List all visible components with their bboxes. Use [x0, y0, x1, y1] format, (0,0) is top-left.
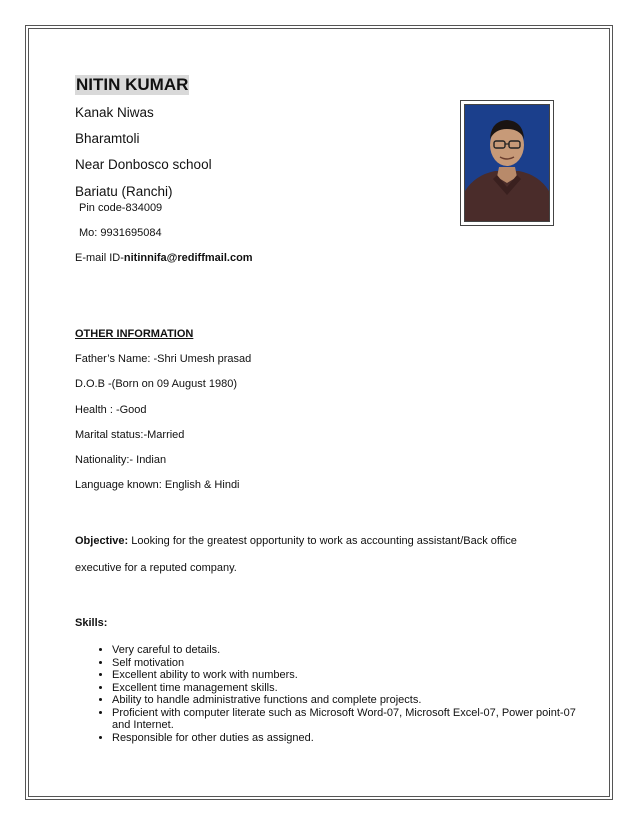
info-marital-status: Marital status:-Married	[75, 429, 185, 441]
other-information-heading: OTHER INFORMATION	[75, 328, 194, 340]
address-line-3: Near Donbosco school	[75, 157, 212, 172]
profile-photo	[464, 104, 550, 222]
portrait-image	[465, 105, 549, 221]
address-line-2: Bharamtoli	[75, 131, 140, 146]
skills-list	[90, 644, 582, 744]
info-health: Health : -Good	[75, 404, 147, 416]
candidate-name: NITIN KUMAR	[76, 75, 189, 94]
mobile-number: Mo: 9931695084	[79, 227, 162, 239]
info-nationality: Nationality:- Indian	[75, 454, 167, 466]
skill-item: • Excellent ability to work with numbers.	[112, 669, 582, 682]
info-languages: Language known: English & Hindi	[75, 479, 240, 491]
email-label: E-mail ID-	[75, 252, 124, 264]
email-line	[75, 252, 253, 264]
skill-item: • Proficient with computer literate such as Microsoft Word-07, Microsoft Excel-07, Power point-07 and Internet.	[112, 707, 582, 732]
objective-line-1	[75, 535, 517, 547]
skill-item: • Ability to handle administrative functions and complete projects.	[112, 694, 582, 707]
skills-heading: Skills:	[75, 617, 108, 629]
skill-item: • Very careful to details.	[112, 644, 582, 657]
pin-code: Pin code-834009	[79, 202, 163, 214]
info-dob: D.O.B -(Born on 09 August 1980)	[75, 378, 238, 390]
address-line-4: Bariatu (Ranchi)	[75, 184, 173, 199]
skill-item: • Responsible for other duties as assigned.	[112, 732, 582, 745]
objective-text-1: Looking for the greatest opportunity to work as accounting assistant/Back office	[128, 535, 517, 547]
email-value: nitinnifa@rediffmail.com	[123, 252, 253, 264]
skill-item: • Self motivation	[112, 657, 582, 670]
objective-text-2: executive for a reputed company.	[75, 562, 237, 574]
address-line-1: Kanak Niwas	[75, 105, 154, 120]
skill-item: • Excellent time management skills.	[112, 682, 582, 695]
objective-label: Objective:	[75, 535, 129, 547]
info-fathers-name: Father’s Name: -Shri Umesh prasad	[75, 353, 252, 365]
